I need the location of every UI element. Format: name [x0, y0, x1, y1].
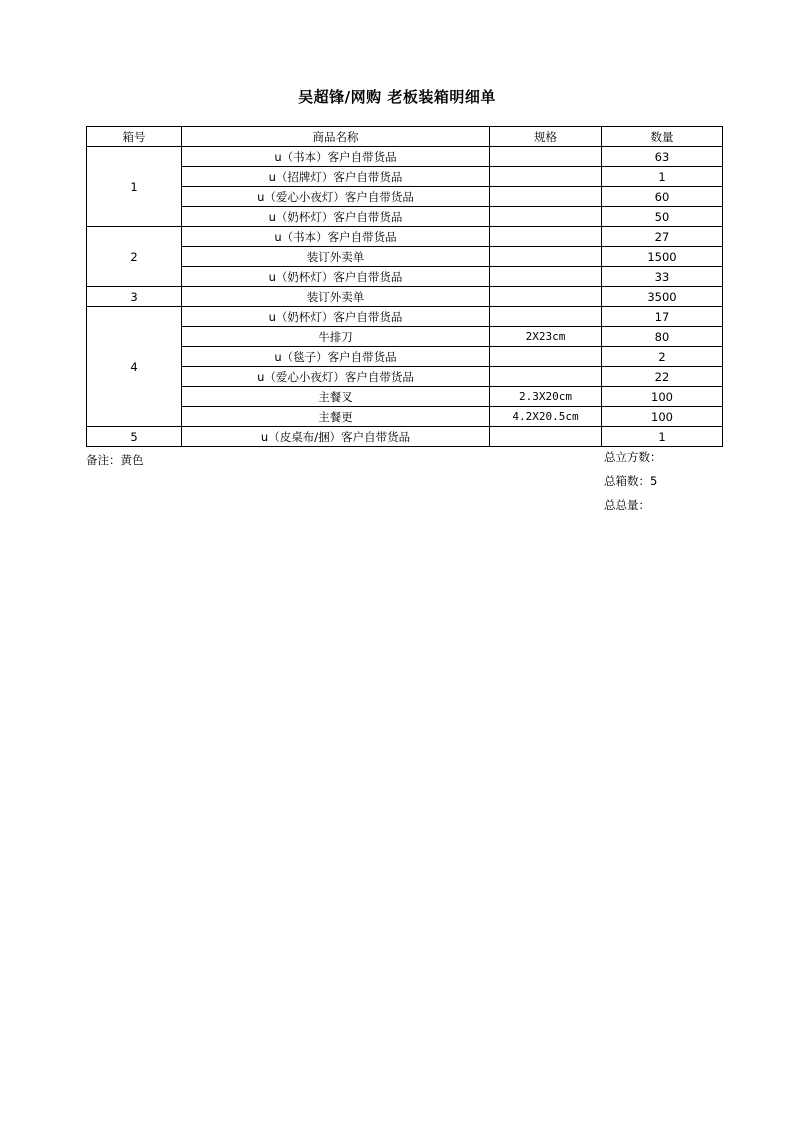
product-name-cell: u（奶杯灯）客户自带货品	[182, 307, 490, 327]
spec-cell	[490, 347, 602, 367]
quantity-cell: 17	[602, 307, 723, 327]
quantity-cell: 63	[602, 147, 723, 167]
quantity-cell: 100	[602, 387, 723, 407]
remark-note: 备注：黄色	[86, 453, 144, 467]
header-quantity: 数量	[602, 127, 723, 147]
table-row	[87, 267, 723, 287]
spec-cell	[490, 267, 602, 287]
spec-cell	[490, 427, 602, 447]
box-number-cell: 1	[87, 147, 182, 227]
totals-block	[604, 449, 662, 521]
product-name-cell: u（招牌灯）客户自带货品	[182, 167, 490, 187]
total-boxes: 总箱数：5	[604, 474, 658, 488]
product-name-cell: u（奶杯灯）客户自带货品	[182, 267, 490, 287]
spec-cell	[490, 167, 602, 187]
product-name-cell: 主餐更	[182, 407, 490, 427]
spec-cell	[490, 247, 602, 267]
quantity-cell: 2	[602, 347, 723, 367]
product-name-cell: 主餐叉	[182, 387, 490, 407]
spec-cell	[490, 307, 602, 327]
product-name-cell: u（爱心小夜灯）客户自带货品	[182, 367, 490, 387]
product-name-cell: u（毯子）客户自带货品	[182, 347, 490, 367]
header-product-name: 商品名称	[182, 127, 490, 147]
quantity-cell: 1	[602, 427, 723, 447]
table-row	[87, 327, 723, 347]
product-name-cell: 装订外卖单	[182, 247, 490, 267]
spec-cell: 2X23cm	[490, 327, 602, 347]
table-row	[87, 407, 723, 427]
quantity-cell: 33	[602, 267, 723, 287]
table-row	[87, 227, 723, 247]
spec-cell	[490, 227, 602, 247]
quantity-cell: 60	[602, 187, 723, 207]
spec-cell	[490, 147, 602, 167]
product-name-cell: 牛排刀	[182, 327, 490, 347]
header-spec: 规格	[490, 127, 602, 147]
box-number-cell: 5	[87, 427, 182, 447]
total-volume: 总立方数：	[604, 450, 662, 464]
quantity-cell: 22	[602, 367, 723, 387]
product-name-cell: u（书本）客户自带货品	[182, 147, 490, 167]
quantity-cell: 27	[602, 227, 723, 247]
quantity-cell: 3500	[602, 287, 723, 307]
total-weight: 总总量：	[604, 498, 650, 512]
header-box-number: 箱号	[87, 127, 182, 147]
spec-cell	[490, 187, 602, 207]
table-row	[87, 367, 723, 387]
page-title: 吴超锋/网购 老板装箱明细单	[298, 88, 496, 106]
quantity-cell: 50	[602, 207, 723, 227]
spec-cell	[490, 287, 602, 307]
quantity-cell: 100	[602, 407, 723, 427]
quantity-cell: 1500	[602, 247, 723, 267]
product-name-cell: 装订外卖单	[182, 287, 490, 307]
spec-cell	[490, 207, 602, 227]
spec-cell: 2.3X20cm	[490, 387, 602, 407]
box-number-cell: 4	[87, 307, 182, 427]
table-row	[87, 427, 723, 447]
table-row	[87, 167, 723, 187]
spec-cell: 4.2X20.5cm	[490, 407, 602, 427]
table-row	[87, 207, 723, 227]
product-name-cell: u（爱心小夜灯）客户自带货品	[182, 187, 490, 207]
table-row	[87, 387, 723, 407]
spec-cell	[490, 367, 602, 387]
table-row	[87, 247, 723, 267]
table-header-row	[87, 127, 723, 147]
product-name-cell: u（奶杯灯）客户自带货品	[182, 207, 490, 227]
box-number-cell: 2	[87, 227, 182, 287]
table-row	[87, 187, 723, 207]
table-row	[87, 347, 723, 367]
table-row	[87, 307, 723, 327]
packing-list-table	[86, 126, 723, 447]
table-row	[87, 287, 723, 307]
quantity-cell: 80	[602, 327, 723, 347]
product-name-cell: u（书本）客户自带货品	[182, 227, 490, 247]
quantity-cell: 1	[602, 167, 723, 187]
product-name-cell: u（皮桌布/捆）客户自带货品	[182, 427, 490, 447]
table-row	[87, 147, 723, 167]
box-number-cell: 3	[87, 287, 182, 307]
